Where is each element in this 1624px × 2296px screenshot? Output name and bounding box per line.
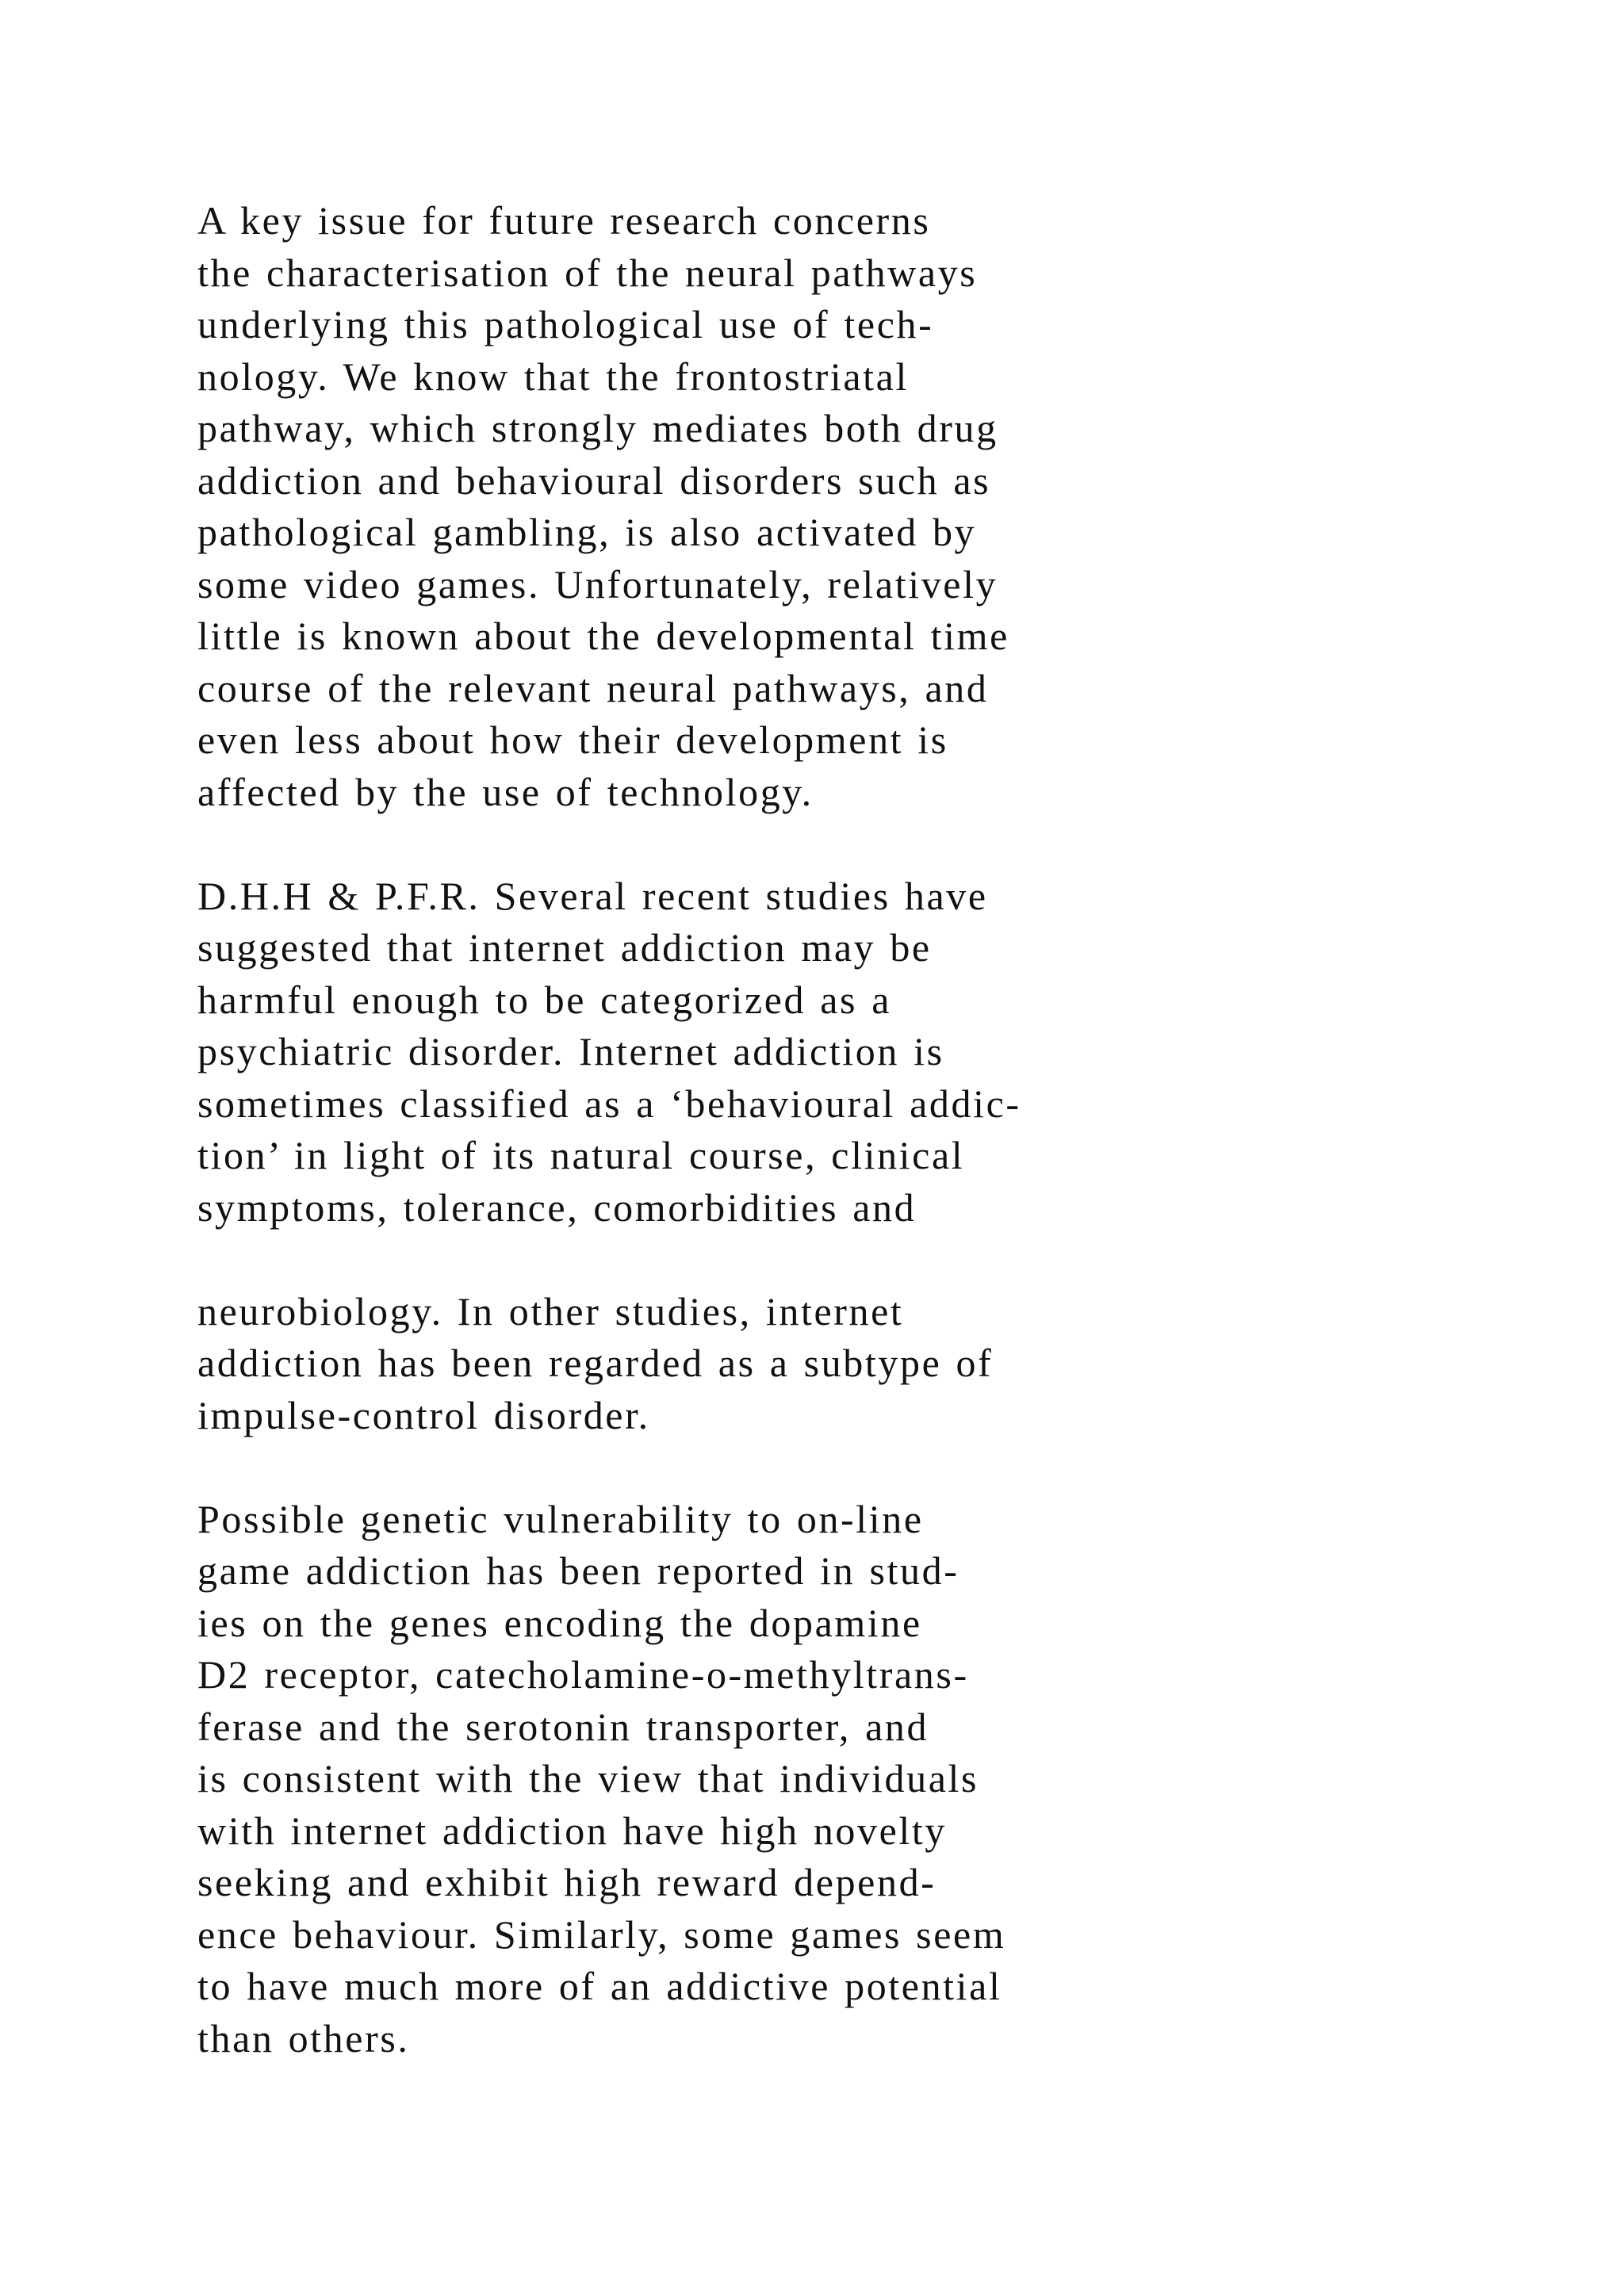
text-line: harmful enough to be categorized as a xyxy=(197,977,891,1022)
text-line: to have much more of an addictive potential xyxy=(197,1964,1002,2008)
text-line: than others. xyxy=(197,2015,410,2061)
paragraph-internet-addiction xyxy=(197,871,1387,1234)
text-line: psychiatric disorder. Internet addiction is xyxy=(197,1029,944,1073)
text-line: addiction has been regarded as a subtype of xyxy=(197,1341,994,1385)
text-line: seeking and exhibit high reward depend- xyxy=(197,1860,936,1904)
text-line: symptoms, tolerance, comorbidities and xyxy=(197,1184,917,1230)
text-line: nology. We know that the frontostriatal xyxy=(197,354,909,399)
text-line: with internet addiction have high novelty xyxy=(197,1808,948,1853)
paragraph-research-issue xyxy=(197,195,1387,818)
text-line: game addiction has been reported in stud- xyxy=(197,1548,959,1593)
body-text xyxy=(197,195,1387,2117)
text-line: is consistent with the view that individuals xyxy=(197,1756,979,1800)
text-line: ence behaviour. Similarly, some games seem xyxy=(197,1911,1006,1957)
text-line: affected by the use of technology. xyxy=(197,769,814,814)
text-line: suggested that internet addiction may be xyxy=(197,925,932,970)
text-line: underlying this pathological use of tech- xyxy=(197,302,934,346)
text-line: D2 receptor, catecholamine-o-methyltrans- xyxy=(197,1652,969,1697)
text-line: sometimes classified as a ‘behavioural addic- xyxy=(197,1081,1021,1126)
text-line: ies on the genes encoding the dopamine xyxy=(197,1600,922,1645)
text-line: tion’ in light of its natural course, clinical xyxy=(197,1133,965,1177)
text-line: some video games. Unfortunately, relatively xyxy=(197,561,998,607)
text-line: little is known about the developmental time xyxy=(197,614,1009,658)
text-line: pathological gambling, is also activated by xyxy=(197,510,977,554)
text-line: Possible genetic vulnerability to on-line xyxy=(197,1496,924,1541)
text-line: pathway, which strongly mediates both drug xyxy=(197,406,998,450)
paragraph-neurobiology xyxy=(197,1286,1387,1442)
text-line: impulse-control disorder. xyxy=(197,1392,650,1437)
text-line: neurobiology. In other studies, internet xyxy=(197,1288,904,1334)
text-line: A key issue for future research concerns xyxy=(197,198,931,243)
text-line: D.H.H & P.F.R. Several recent studies have xyxy=(197,873,988,918)
text-line: addiction and behavioural disorders such as xyxy=(197,457,991,503)
text-line: the characterisation of the neural pathways xyxy=(197,250,978,295)
paragraph-genetic-vulnerability xyxy=(197,1494,1387,2065)
text-line: course of the relevant neural pathways, and xyxy=(197,665,989,710)
text-line: ferase and the serotonin transporter, and xyxy=(197,1704,929,1749)
text-line: even less about how their development is xyxy=(197,718,948,762)
